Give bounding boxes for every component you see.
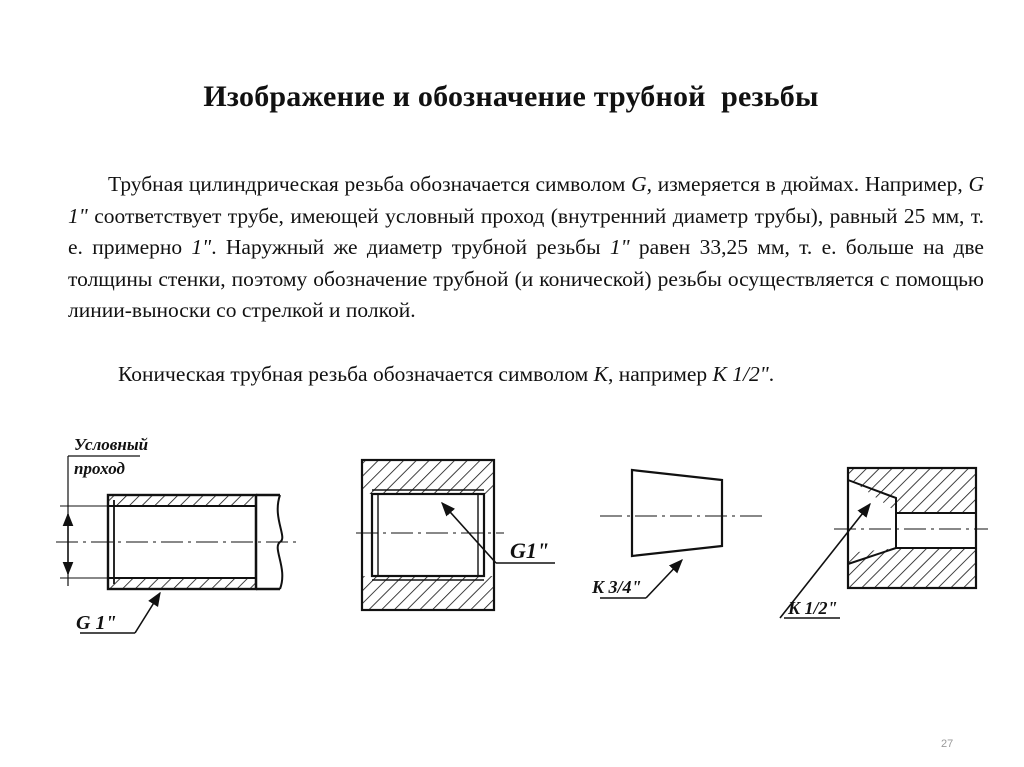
designation-g1-internal: G1" <box>510 538 550 563</box>
designation-k12: K 1/2" <box>788 598 838 618</box>
text-run: Коническая трубная резьба обозначается символом <box>118 362 594 386</box>
symbol-k12: K 1/2" <box>712 362 769 386</box>
figure-internal-thread <box>356 460 555 610</box>
symbol-inch: 1" <box>191 235 212 259</box>
text-run: Трубная цилиндрическая резьба обозначается символом <box>108 172 632 196</box>
thread-drawings <box>10 408 1012 648</box>
paragraph-cylindrical-thread <box>68 169 984 327</box>
text-run: измеряется в дюймах. Например, <box>651 172 969 196</box>
text-run: . Наружный же диаметр трубной резьбы <box>211 235 610 259</box>
text-run: . <box>768 362 775 386</box>
symbol-g: G, <box>631 172 652 196</box>
designation-g1-external: G 1" <box>76 612 117 634</box>
symbol-inch: 1" <box>609 235 630 259</box>
text-run: соответствует трубе, имеющей условный проход (внутренний диаметр трубы), равный 25 мм, т. е. примерно <box>68 203 984 259</box>
figure-external-thread <box>56 435 298 634</box>
designation-k34: K 3/4" <box>592 577 642 597</box>
slide-title: Изображение и обозначение трубной резьбы <box>203 80 819 113</box>
symbol-k: K <box>593 362 608 386</box>
figure-internal-conical-thread <box>780 468 988 618</box>
page-number: 27 <box>941 738 954 750</box>
text-run: , например <box>607 362 713 386</box>
text-run: равен 33,25 мм, т. е. больше на две толщины стенки, поэтому обозначение трубной (и конической) резьбы осуществляется с помощью линии-выноски со стрелкой и полкой. <box>68 235 984 322</box>
slide <box>10 8 1012 760</box>
label-nominal-bore-1: Условный <box>74 435 149 454</box>
paragraph-conical-thread <box>68 359 984 391</box>
figure-external-conical-thread <box>591 470 762 598</box>
symbol-g1: G 1" <box>68 172 984 228</box>
label-nominal-bore-2: проход <box>74 459 125 478</box>
